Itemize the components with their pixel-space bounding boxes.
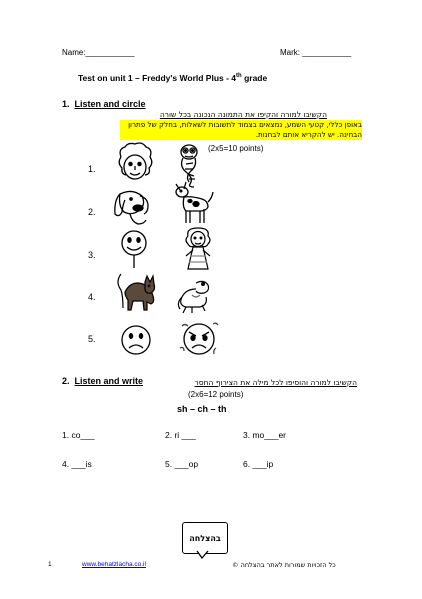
test-title-tail: grade: [241, 73, 268, 83]
fill-item-word: ___op: [174, 459, 199, 469]
girl-image[interactable]: [180, 226, 216, 272]
section2-number: 2.: [62, 376, 70, 386]
website-link[interactable]: www.behatzlacha.co.il: [82, 561, 146, 568]
name-field-label: Name:___________: [62, 48, 135, 57]
spotted-dog-image[interactable]: [170, 178, 214, 226]
fill-item-2[interactable]: [165, 430, 196, 440]
fill-item-word: co___: [71, 430, 95, 440]
section1-note-line2: הבחינה. יש להקריא אותם לבחנות.: [255, 130, 362, 139]
floppy-ear-dog-image[interactable]: [110, 186, 156, 228]
fill-item-4[interactable]: [62, 459, 92, 469]
curly-hair-face-image[interactable]: [115, 143, 155, 185]
row-number: 5.: [88, 334, 96, 344]
section2-instruction: הקשיבו למורה והוסיפו לכל מילה את הצירוף החסר: [194, 378, 357, 387]
fill-item-number: 5.: [165, 459, 173, 469]
fill-item-number: 6.: [243, 459, 251, 469]
row-number: 1.: [88, 164, 96, 174]
page-number: 1: [48, 561, 52, 568]
fill-item-word: ri ___: [174, 430, 196, 440]
section1-note: [120, 120, 362, 140]
fill-item-number: 4.: [62, 459, 70, 469]
ferret-image[interactable]: [172, 275, 216, 315]
fill-item-3[interactable]: [243, 430, 286, 440]
row-number: 4.: [88, 292, 96, 302]
section1-instruction: הקשיבו למורה והקיפו את התמונה הנכונה בכל שורה: [159, 110, 327, 119]
sad-face-image[interactable]: [118, 322, 154, 358]
section1-points: (2x5=10 points): [208, 144, 264, 153]
logo-pointer-icon: [196, 551, 210, 559]
fill-item-word: ___is: [71, 459, 92, 469]
angry-face-image[interactable]: [178, 318, 220, 360]
section1-note-line1: באופן כללי, קטעי השמע, נמצאים בצמוד לתשובות לשאלות, בחלק של פתרון: [128, 120, 362, 129]
behatzlacha-logo: [182, 522, 228, 554]
fill-item-6[interactable]: [243, 459, 273, 469]
cat-image[interactable]: [115, 270, 157, 314]
test-title-text: Test on unit 1 – Freddy's World Plus - 4: [78, 73, 237, 83]
copyright-text: כל הזכויות שמורות לאתר בהצלחה ©: [232, 561, 336, 569]
smiley-face-image[interactable]: [116, 228, 152, 270]
test-title: [78, 73, 267, 83]
section2-heading: [62, 376, 143, 386]
fill-item-word: mo___er: [252, 430, 287, 440]
section2-title: Listen and write: [74, 376, 144, 386]
row-number: 2.: [88, 207, 96, 217]
fill-item-5[interactable]: [165, 459, 198, 469]
section1-number: 1.: [62, 99, 70, 109]
logo-text: בהצלחה: [189, 533, 221, 543]
fill-item-number: 1.: [62, 430, 70, 440]
section2-letters: sh – ch – th: [177, 404, 227, 414]
section1-title: Listen and circle: [74, 99, 146, 109]
fill-item-1[interactable]: [62, 430, 95, 440]
fill-item-word: ___ip: [252, 459, 274, 469]
fill-item-number: 3.: [243, 430, 251, 440]
row-number: 3.: [88, 250, 96, 260]
test-title-sup: th: [236, 73, 242, 80]
section1-heading: [62, 99, 146, 109]
fill-item-number: 2.: [165, 430, 173, 440]
section2-points: (2x6=12 points): [188, 390, 244, 399]
mark-field-label: Mark: ___________: [280, 48, 352, 57]
